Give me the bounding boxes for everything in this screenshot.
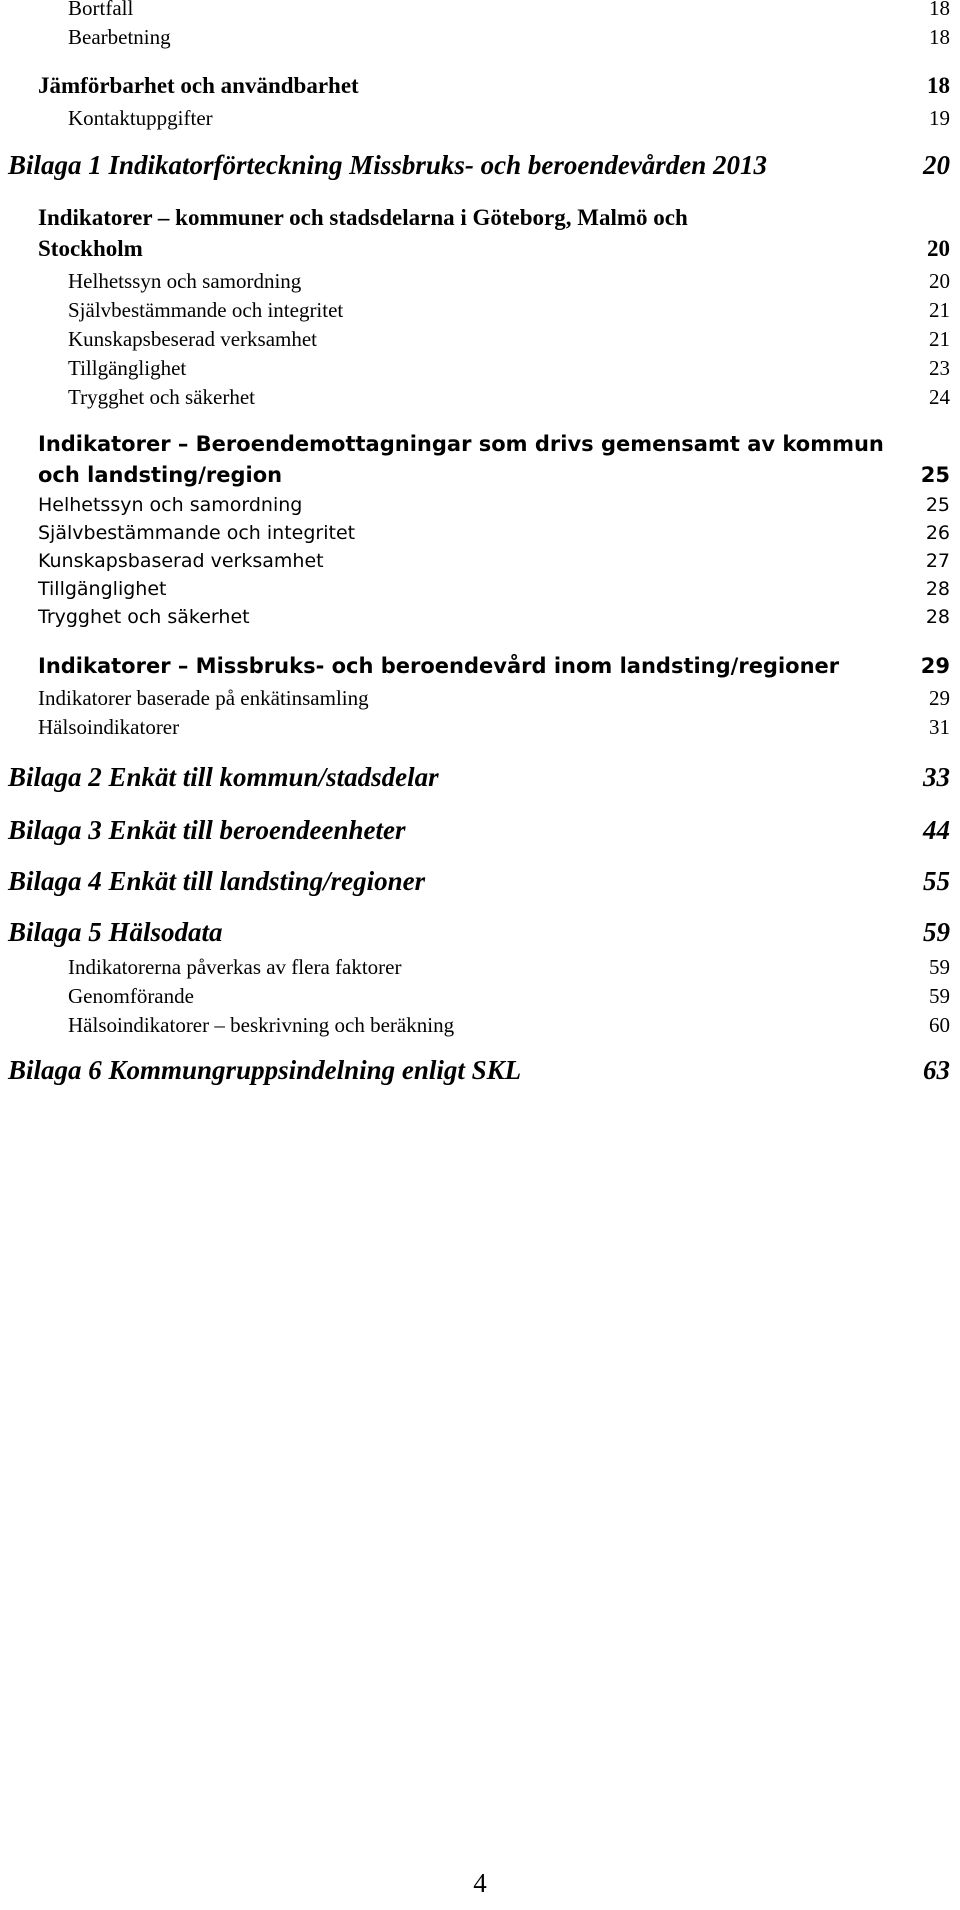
toc-appendix: [8, 866, 950, 897]
toc-entry-title: Hälsoindikatorer – beskrivning och beräkning: [68, 1013, 455, 1037]
toc-entry: [38, 494, 950, 516]
toc-appendix-title: Bilaga 3 Enkät till beroendeenheter: [8, 815, 406, 845]
toc-entry: [68, 356, 950, 381]
toc-entry: [38, 550, 950, 572]
toc-appendix-page: 33: [923, 762, 950, 792]
toc-appendix-page: 59: [923, 917, 950, 947]
toc-section-page: 20: [927, 236, 950, 261]
toc-appendix-title: Bilaga 1 Indikatorförteckning Missbruks- och beroendevården 2013: [8, 150, 768, 180]
toc-entry: [68, 106, 950, 131]
toc-appendix-page: 44: [923, 815, 950, 845]
toc-section-title: Indikatorer – Missbruks- och beroendevård inom landsting/regioner: [38, 654, 840, 678]
toc-entry-title: Helhetssyn och samordning: [38, 494, 303, 516]
toc-entry-page: 25: [925, 494, 950, 516]
toc-appendix-page: 20: [923, 150, 950, 180]
toc-appendix-title: Bilaga 6 Kommungruppsindelning enligt SKL: [8, 1055, 522, 1085]
toc-entry-page: 23: [929, 356, 950, 380]
toc-entry-title: Helhetssyn och samordning: [68, 269, 302, 293]
toc-entry: [68, 298, 950, 323]
toc-section-title: Jämförbarhet och användbarhet: [38, 73, 359, 98]
toc-entry: [38, 606, 950, 628]
toc-entry-title: Genomförande: [68, 984, 194, 1008]
toc-entry: [38, 715, 950, 740]
toc-appendix: [8, 917, 950, 948]
toc-entry-title: Bearbetning: [68, 25, 171, 49]
toc-section-title: Stockholm: [38, 236, 143, 261]
toc-appendix: [8, 815, 950, 846]
toc-entry: [68, 984, 950, 1009]
toc-section: [38, 236, 950, 262]
toc-section-title-line: Indikatorer – Beroendemottagningar som drivs gemensamt av kommun: [38, 432, 884, 456]
toc-entry: [38, 578, 950, 600]
toc-entry-title: Bortfall: [68, 0, 134, 20]
toc-entry-title: Trygghet och säkerhet: [68, 385, 256, 409]
toc-entry: [68, 955, 950, 980]
toc-section-page: 29: [920, 654, 950, 678]
toc-appendix-title: Bilaga 2 Enkät till kommun/stadsdelar: [8, 762, 439, 792]
toc-entry-title: Självbestämmande och integritet: [38, 522, 356, 544]
toc-entry-title: Kunskapsbaserad verksamhet: [38, 550, 324, 572]
page-number: 4: [473, 1868, 487, 1898]
toc-entry: [68, 327, 950, 352]
toc-entry-page: 26: [925, 522, 950, 544]
toc-entry: [68, 385, 950, 410]
toc-appendix-title: Bilaga 4 Enkät till landsting/regioner: [8, 866, 426, 896]
toc-appendix-page: 55: [923, 866, 950, 896]
toc-entry-title: Indikatorer baserade på enkätinsamling: [38, 686, 369, 710]
toc-entry-title: Tillgänglighet: [38, 578, 167, 600]
toc-appendix: [8, 762, 950, 793]
toc-section-page: 18: [927, 73, 950, 98]
toc-entry: [68, 25, 950, 50]
toc-entry-title: Indikatorerna påverkas av flera faktorer: [68, 955, 402, 979]
toc-appendix: [8, 1055, 950, 1086]
toc-entry-page: 31: [929, 715, 950, 739]
toc-entry-page: 20: [929, 269, 950, 293]
toc-entry-page: 21: [929, 327, 950, 351]
toc-entry: [38, 686, 950, 711]
toc-entry-page: 59: [929, 955, 950, 979]
toc-entry-title: Kunskapsbeserad verksamhet: [68, 327, 318, 351]
toc-entry-page: 18: [929, 25, 950, 49]
toc-entry-title: Självbestämmande och integritet: [68, 298, 344, 322]
toc-entry-page: 60: [929, 1013, 950, 1037]
toc-appendix: [8, 150, 950, 181]
toc-entry-page: 59: [929, 984, 950, 1008]
toc-entry-page: 19: [929, 106, 950, 130]
toc-section-page: 25: [920, 463, 950, 487]
toc-entry-page: 29: [929, 686, 950, 710]
toc-entry: [68, 0, 950, 21]
toc-section-title-line: Indikatorer – kommuner och stadsdelarna i Göteborg, Malmö och: [38, 205, 688, 230]
toc-entry: [38, 522, 950, 544]
toc-entry-page: 18: [929, 0, 950, 20]
toc-entry-page: 21: [929, 298, 950, 322]
toc-entry-page: 28: [925, 606, 950, 628]
toc-entry-page: 27: [925, 550, 950, 572]
toc-appendix-title: Bilaga 5 Hälsodata: [8, 917, 223, 947]
toc-entry-title: Trygghet och säkerhet: [38, 606, 250, 628]
toc-section: [38, 73, 950, 99]
toc-entry-title: Tillgänglighet: [68, 356, 187, 380]
toc-section: [38, 463, 950, 487]
toc-entry: [68, 1013, 950, 1038]
toc-entry: [68, 269, 950, 294]
toc-section: [38, 654, 950, 678]
toc-entry-title: Hälsoindikatorer: [38, 715, 180, 739]
toc-entry-page: 24: [929, 385, 950, 409]
toc-entry-page: 28: [925, 578, 950, 600]
toc-entry-title: Kontaktuppgifter: [68, 106, 213, 130]
toc-appendix-page: 63: [923, 1055, 950, 1085]
toc-section-title: och landsting/region: [38, 463, 283, 487]
